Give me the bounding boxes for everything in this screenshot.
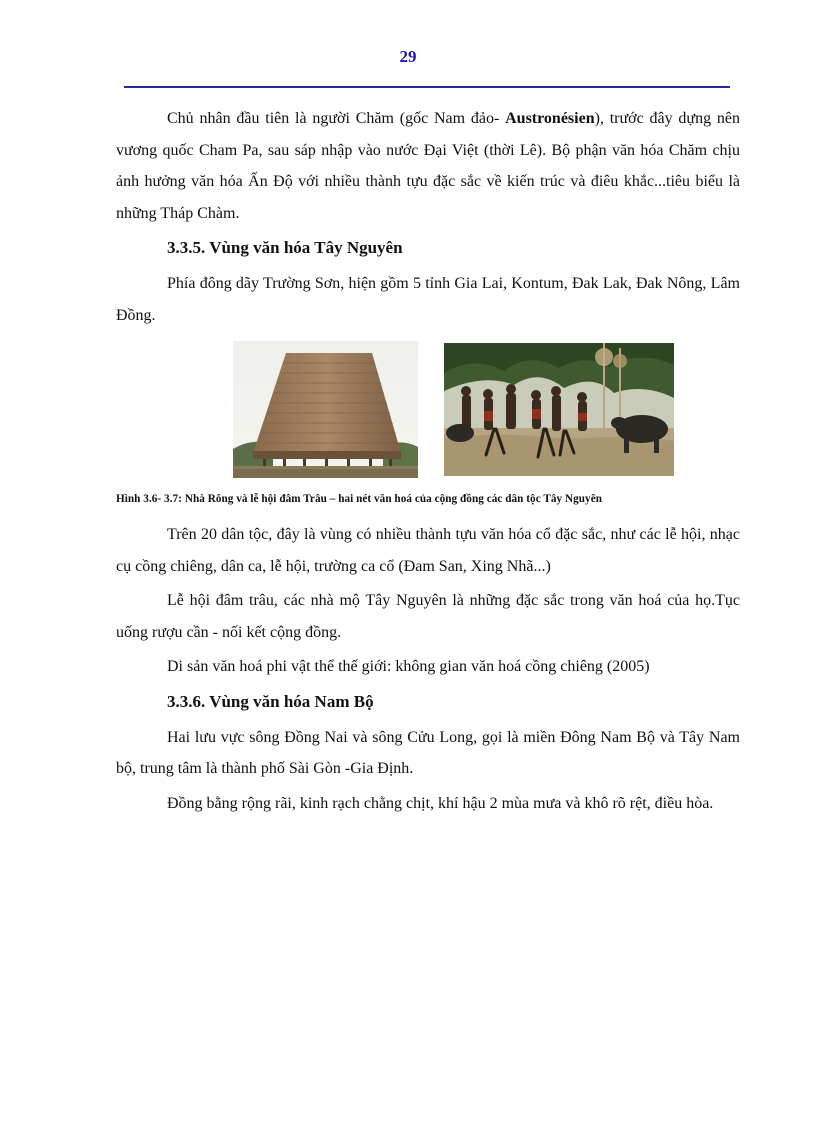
tay-nguyen-ethnic-paragraph: Trên 20 dân tộc, đây là vùng có nhiều thành tựu văn hóa cổ đặc sắc, như các lễ hội, nhạc cụ cồng chiêng, dân ca, lễ hội, trường ca cổ (Đam San, Xing Nhã...) — [116, 526, 740, 575]
nam-bo-river-paragraph: Hai lưu vực sông Đồng Nai và sông Cửu Long, gọi là miền Đông Nam Bộ và Tây Nam bộ, trung tâm là thành phố Sài Gòn -Gia Định. — [116, 728, 740, 777]
tay-nguyen-location-paragraph: Phía đông dãy Trường Sơn, hiện gồm 5 tỉnh Gia Lai, Kontum, Đak Lak, Đak Nông, Lâm Đồng. — [116, 275, 740, 324]
buffalo-festival-photo — [444, 343, 674, 476]
page-number: 29 — [399, 47, 417, 66]
intro-bold-term: Austronésien — [505, 110, 595, 127]
nha-rong-illustration — [233, 341, 418, 478]
page-body-bottom — [116, 519, 740, 819]
page-body-top — [116, 103, 740, 481]
intro-text-after: ), trước đây dựng nên vương quốc Cham Pa, sau sáp nhập vào nước Đại Việt (thời Lê). Bộ phận văn hóa Chăm chịu ảnh hưởng văn hóa Ấn Độ với nhiều thành tựu đặc sắc về kiến trúc và điêu khắc...tiêu biểu là những Tháp Chàm. — [116, 110, 740, 222]
header-rule — [124, 86, 730, 88]
section-heading-tay-nguyen: 3.3.5. Vùng văn hóa Tây Nguyên — [167, 238, 403, 257]
figure-caption: Hình 3.6- 3.7: Nhà Rông và lễ hội đâm Trâu – hai nét văn hoá của cộng đồng các dân tộc Tây Nguyên — [116, 493, 602, 505]
figure-row — [116, 341, 740, 481]
intro-paragraph — [116, 103, 740, 229]
buffalo-festival-illustration — [444, 343, 674, 476]
intro-text-before: Chủ nhân đầu tiên là người Chăm (gốc Nam đảo- — [167, 110, 506, 127]
buffalo-festival-paragraph: Lễ hội đâm trâu, các nhà mộ Tây Nguyên là những đặc sắc trong văn hoá của họ.Tục uống rượu cần - nối kết cộng đồng. — [116, 592, 740, 641]
heritage-paragraph: Di sản văn hoá phi vật thể thế giới: không gian văn hoá cồng chiêng (2005) — [167, 658, 650, 675]
nam-bo-plain-paragraph: Đồng bằng rộng rãi, kinh rạch chằng chịt, khí hậu 2 mùa mưa và khô rõ rệt, điều hòa. — [167, 794, 714, 812]
section-heading-nam-bo: 3.3.6. Vùng văn hóa Nam Bộ — [167, 691, 374, 711]
nha-rong-photo — [233, 341, 418, 478]
